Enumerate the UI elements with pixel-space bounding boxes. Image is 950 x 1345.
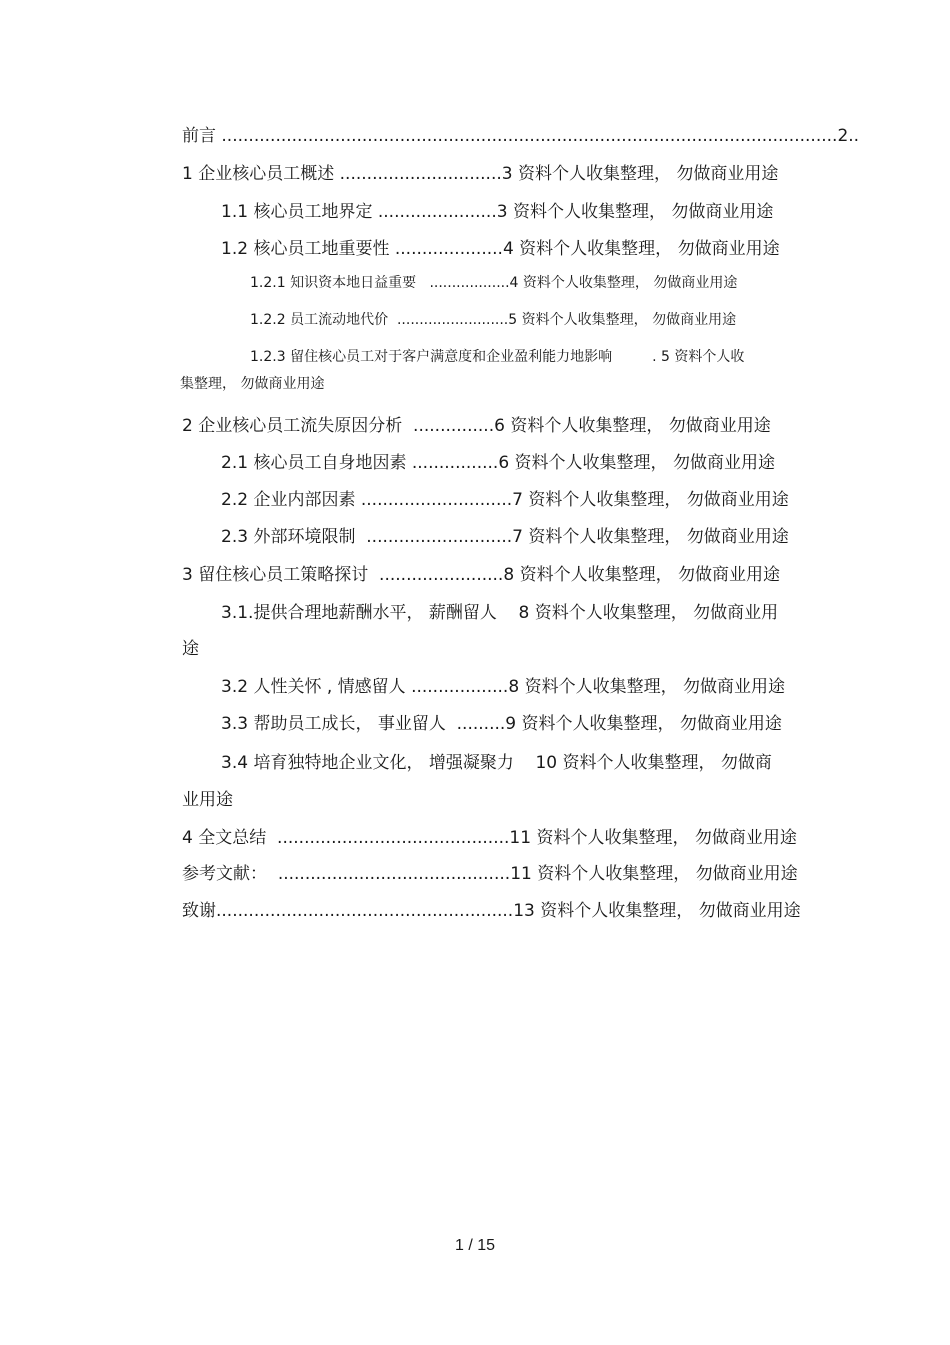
toc-entry (221, 202, 773, 222)
toc-title: 2 企业核心员工流失原因分析 (182, 416, 403, 436)
toc-page: 3 (501, 164, 513, 184)
toc-title: 1.2.1 知识资本地日益重要 (250, 275, 417, 291)
toc-page: 11 (510, 864, 532, 884)
toc-note: 资料个人收集整理， 勿做商业用途 (509, 453, 775, 473)
toc-entry (250, 273, 737, 293)
toc-title: 1 企业核心员工概述 (182, 164, 335, 184)
toc-page: 8 (508, 677, 520, 697)
toc-title: 2.1 核心员工自身地因素 (221, 453, 407, 473)
toc-leader: ....................... (379, 565, 504, 585)
toc-leader: ........................................... (277, 828, 510, 848)
toc-note: 资料个人收集整理， 勿做商业用途 (516, 714, 782, 734)
toc-note: 资料个人收集整理， 勿做商业用途 (531, 828, 797, 848)
toc-title: 参考文献： (182, 864, 267, 884)
toc-entry (221, 490, 789, 510)
toc-page: . 5 (652, 349, 670, 365)
toc-entry-continuation (182, 790, 233, 810)
toc-note: 业用途 (182, 790, 233, 810)
toc-note: 资料个人收集整理， 勿做商业用途 (514, 565, 780, 585)
toc-leader: ....................................................... (216, 901, 514, 921)
toc-note: 资料个人收集整理， 勿做商业用途 (513, 239, 780, 259)
toc-note: 资料个人收集整理， 勿做商业用途 (519, 677, 785, 697)
toc-entry (221, 527, 789, 547)
toc-entry-continuation (180, 374, 324, 394)
toc-leader: .................................................................................................................. (221, 126, 838, 146)
toc-title: 致谢 (182, 901, 216, 921)
toc-page: 3 (496, 202, 508, 222)
toc-page: 6 (494, 416, 505, 436)
toc-note: 资料个人收集整理， 勿做商业用途 (512, 164, 779, 184)
toc-entry (250, 310, 736, 330)
toc-title: 3.3 帮助员工成长， 事业留人 (221, 714, 446, 734)
toc-note: 资料个人收集整理， 勿做商业用途 (534, 901, 801, 921)
toc-entry (182, 565, 780, 585)
toc-note: 资料个人收集整理， 勿做商业用途 (507, 202, 774, 222)
toc-note: 资料个人收集整理， 勿做商业用途 (518, 275, 738, 291)
toc-entry (221, 753, 772, 773)
toc-leader: .................... (394, 239, 503, 259)
toc-leader: ................ (411, 453, 499, 473)
toc-title: 3.1.提供合理地薪酬水平， 薪酬留人 (221, 603, 497, 623)
toc-note: 资料个人收集整理， 勿做商业用途 (531, 864, 798, 884)
toc-entry (182, 864, 798, 884)
toc-leader: ...................... (377, 202, 497, 222)
toc-title: 2.2 企业内部因素 (221, 490, 356, 510)
toc-page: 13 (513, 901, 535, 921)
toc-page: 7 (512, 490, 523, 510)
toc-title: 3.2 人性关怀 , 情感留人 (221, 677, 406, 697)
toc-page: 10 (535, 753, 558, 773)
toc-leader: .............................. (339, 164, 502, 184)
toc-title: 2.3 外部环境限制 (221, 527, 356, 547)
toc-entry (221, 453, 775, 473)
toc-title: 1.1 核心员工地界定 (221, 202, 373, 222)
toc-page: 6 (498, 453, 510, 473)
toc-leader: ........................... (366, 527, 513, 547)
toc-note: 资料个人收集整理， 勿做商业用途 (504, 416, 771, 436)
toc-entry (182, 164, 778, 184)
toc-entry (221, 239, 780, 259)
toc-entry (182, 416, 771, 436)
toc-note: 集整理， 勿做商业用途 (180, 376, 325, 392)
toc-leader: ............... (413, 416, 495, 436)
toc-leader: ............................ (360, 490, 513, 510)
toc-page: 4 (509, 275, 519, 291)
toc-note: 资料个人收集整理， 勿做商业用途 (523, 490, 789, 510)
toc-entry (250, 347, 744, 367)
toc-page: 2.. (837, 126, 860, 146)
toc-title: 1.2.2 员工流动地代价 (250, 312, 389, 328)
toc-page: 7 (512, 527, 523, 547)
toc-leader: ......................... (396, 312, 509, 328)
toc-leader: .................. (411, 677, 509, 697)
toc-title: 3 留住核心员工策略探讨 (182, 565, 369, 585)
toc-entry (221, 714, 782, 734)
toc-entry (182, 828, 797, 848)
toc-entry-continuation (182, 639, 199, 659)
toc-entry (182, 901, 801, 921)
toc-title: 1.2 核心员工地重要性 (221, 239, 390, 259)
toc-title: 1.2.3 留住核心员工对于客户满意度和企业盈利能力地影响 (250, 349, 613, 365)
toc-note: 资料个人收 (669, 349, 745, 365)
toc-entry (221, 677, 785, 697)
toc-page: 11 (509, 828, 532, 848)
toc-note: 资料个人收集整理， 勿做商业用 (529, 603, 779, 623)
toc-title: 3.4 培育独特地企业文化， 增强凝聚力 (221, 753, 514, 773)
toc-note: 资料个人收集整理， 勿做商业用途 (523, 527, 789, 547)
toc-leader: ........................................... (277, 864, 511, 884)
toc-leader: .................. (429, 275, 510, 291)
toc-note: 途 (182, 639, 199, 659)
toc-entry (221, 603, 778, 623)
toc-page: 8 (503, 565, 515, 585)
toc-page: 5 (508, 312, 518, 328)
toc-page: 9 (505, 714, 517, 734)
toc-title: 前言 (182, 126, 216, 146)
toc-note: 资料个人收集整理， 勿做商 (557, 753, 772, 773)
toc-page: 4 (502, 239, 514, 259)
toc-entry (182, 126, 859, 146)
toc-note: 资料个人收集整理， 勿做商业用途 (517, 312, 737, 328)
page-number: 1 / 15 (454, 1237, 496, 1254)
toc-page: 8 (518, 603, 530, 623)
toc-leader: ......... (456, 714, 506, 734)
toc-title: 4 全文总结 (182, 828, 267, 848)
